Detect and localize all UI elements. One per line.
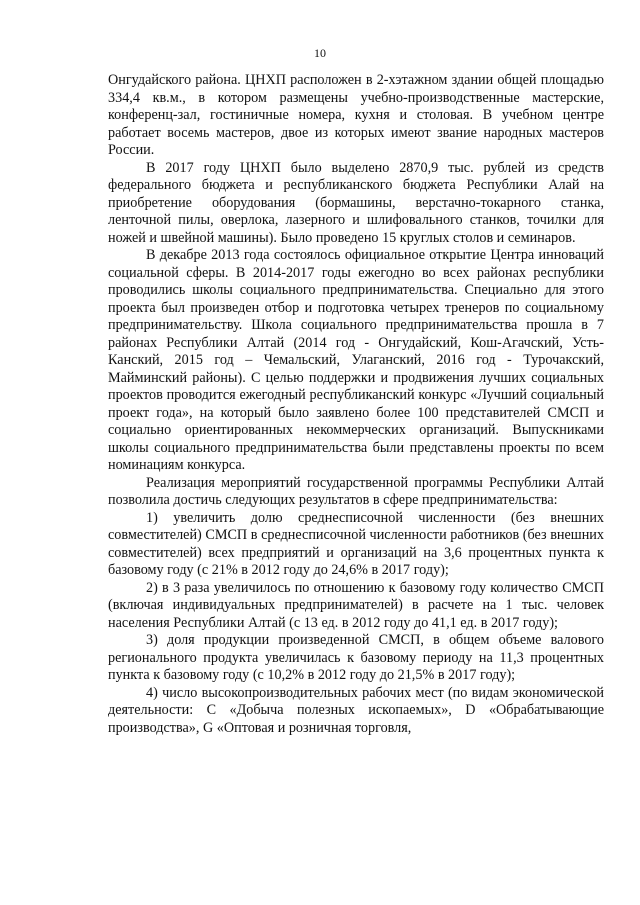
document-body	[108, 72, 604, 737]
paragraph-program-results: Реализация мероприятий государственной программы Республики Алтай позволила достичь следующих результатов в сфере предпринимательства:	[108, 474, 604, 508]
list-item-result-2: 2) в 3 раза увеличилось по отношению к базовому году количество СМСП (включая индивидуальных предпринимателей) в расчете на 1 тыс. человек населения Республики Алтай (с 13 ед. в 2012 году до 41,1 ед. в 2017 году);	[108, 579, 604, 631]
list-item-result-1: 1) увеличить долю среднесписочной численности (без внешних совместителей) СМСП в среднесписочной численности работников (без внешних совместителей) всех предприятий и организаций на 3,6 процентных пункта к базовому году (с 21% в 2012 году до 24,6% в 2017 году);	[108, 509, 604, 578]
list-item-result-4: 4) число высокопроизводительных рабочих мест (по видам экономической деятельности: С «Добыча полезных ископаемых», D «Обрабатывающие производства», G «Оптовая и розничная торговля,	[108, 684, 604, 736]
paragraph-continuation: Онгудайского района. ЦНХП расположен в 2-хэтажном здании общей площадью 334,4 кв.м., в котором размещены учебно-производственные мастерские, конференц-зал, гостиничные номера, кухня и столовая. В учебном центре работает восемь мастеров, двое из которых имеют звание народных мастеров России.	[108, 72, 604, 158]
list-item-result-3: 3) доля продукции произведенной СМСП, в общем объеме валового регионального продукта увеличилась к базовому периоду на 11,3 процентных пункта к базовому году (с 10,2% в 2012 году до 21,5% в 2017 году);	[108, 632, 604, 683]
page-number: 10	[314, 46, 326, 60]
paragraph-innovation-center: В декабре 2013 года состоялось официальное открытие Центра инноваций социальной сферы. В 2014-2017 годы ежегодно во всех районах республики проводились школы социального предпринимательства. Специально для этого проекта был произведен отбор и подготовка четырех тренеров по социальному предпринимательству. Школа социального предпринимательства прошла в 7 районах Республики Алтай (2014 год - Онгудайский, Кош-Агачский, Усть-Канский, 2015 год – Чемальский, Улаганский, 2016 год - Турочакский, Майминский районы). С целью поддержки и продвижения лучших социальных проектов проводится ежегодный республиканский конкурс «Лучший социальный проект года», на который было заявлено более 100 представителей СМСП и социально ориентированных некоммерческих организаций. Выпускниками школы социального предпринимательства были представлены проекты по всем номинациям конкурса.	[108, 247, 604, 473]
paragraph-funding-2017: В 2017 году ЦНХП было выделено 2870,9 тыс. рублей из средств федерального бюджета и республиканского бюджета Республики Алай на приобретение оборудования (бормашины, верстачно-токарного станка, ленточной пилы, оверлока, лазерного и шлифовального станков, точилки для ножей и швейной машины). Было проведено 15 круглых столов и семинаров.	[108, 159, 604, 246]
